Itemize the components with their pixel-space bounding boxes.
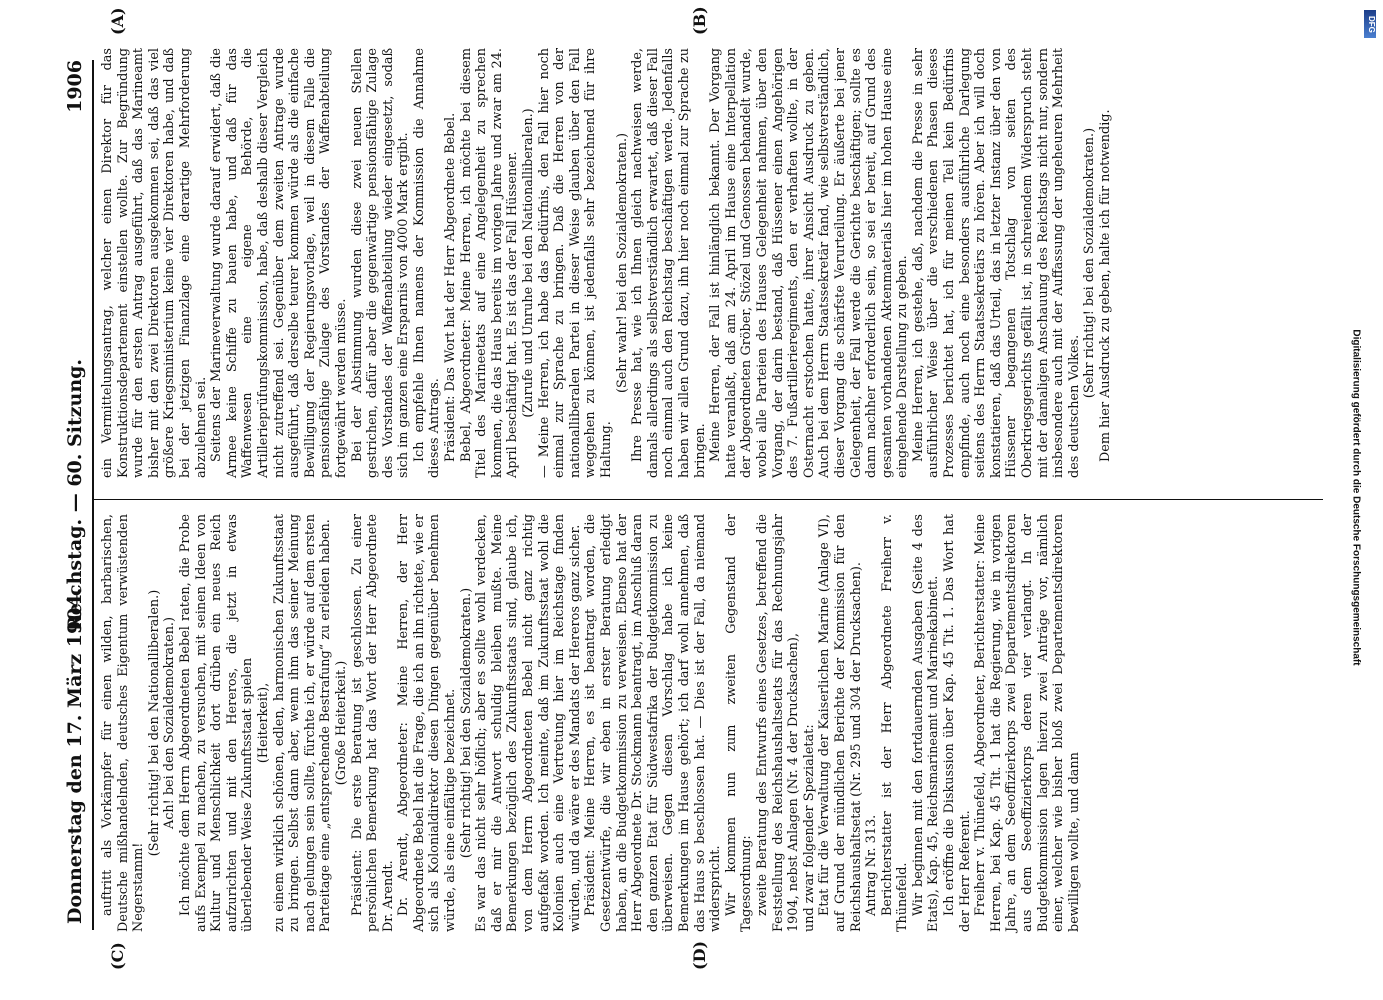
credit-text: Digitalisierung gefördert durch die Deutsche Forschungsgemeinschaft (1350, 329, 1362, 666)
paragraph: Dr. Arendt, Abgeordneter: Meine Herren, der Herr Abgeordnete Bebel hat die Frage, die ich an ihn richtete, wie er sich als Kolonialdirektor diesen Dingen gegenüber benehmen würde, als eine einfältige bezeichnet. (396, 514, 459, 932)
paragraph: Dem hier Ausdruck zu geben, halte ich für notwendig. (1098, 109, 1113, 462)
page-header (58, 60, 94, 930)
paragraph: Berichterstatter ist der Herr Abgeordnete Freiherr v. Thünefeld. (879, 514, 911, 932)
paragraph: Ich eröffne die Diskussion über Kap. 45 Tit. 1. Das Wort hat der Herr Referent. (942, 514, 973, 932)
header-title: Reichstag. — 60. Sitzung. (64, 358, 86, 632)
left-column (100, 514, 1082, 932)
marker-c: (C) (108, 942, 127, 970)
paragraph: — Meine Herren, ich habe das Bedürfnis, den Fall hier noch einmal zur Sprache zu bringen. Daß die Herren von der nationalliberalen Partei in dieser Weise glauben über den Fall weggehen zu können, ist jedenfalls sehr bezeichnend für ihre Haltung. (536, 48, 614, 478)
interjection: (Große Heiterkeit.) (333, 660, 349, 786)
paragraph: Präsident: Die erste Beratung ist geschlossen. Zu einer persönlichen Bemerkung hat das Wort der Herr Abgeordnete Dr. Arendt. (349, 514, 396, 932)
paragraph: zweite Beratung des Entwurfs eines Gesetzes, betreffend die Feststellung des Reichshaushaltsetats für das Rechnungsjahr 1904, nebst Anlagen (Nr. 4 der Drucksachen), (754, 514, 802, 932)
paragraph: Etat für die Verwaltung der Kaiserlichen Marine (Anlage VI), auf Grund der mündlichen Berichte der Kommission für den Reichshaushaltsetat (Nr. 295 und 304 der Drucksachen). (817, 514, 864, 932)
paragraph: Bei der Abstimmung wurden diese zwei neuen Stellen gestrichen, dafür aber die gegenwärtige pensionsfähige Zulage des Vorstandes der Waffenabteilung wieder eingesetzt, sodaß sich im ganzen eine Ersparnis von 4000 Mark ergibt. (349, 48, 412, 478)
paragraph: Präsident: Meine Herren, es ist beantragt worden, die Gesetzentwürfe, die wir eben in erster Beratung erledigt haben, an die Budgetkommission zu verweisen. Ebenso hat der Herr Abgeordnete Dr. Stockmann beantragt, im Anschluß daran den ganzen Etat für Südwestafrika der Budgetkommission zu überweisen. Gegen diesen Vorschlag habe ich keine Bemerkungen im Hause gehört; ich darf wohl annehmen, daß das Haus so beschlossen hat. — Dies ist der Fall, da niemand widerspricht. (583, 514, 724, 932)
interjection: Ach! bei den Sozialdemokraten.) (162, 617, 178, 830)
paragraph: und zwar folgender Spezialetat: (801, 724, 817, 932)
column-divider (92, 499, 1323, 500)
right-column (100, 48, 1114, 478)
paragraph: Meine Herren, ich gestehe, daß, nachdem die Presse in sehr ausführlicher Weise über die verschiedenen Phasen dieses Prozesses berichtet hat, ich für meinen Teil kein Bedürfnis empfinde, auch noch eine besonders ausführliche Darlegung seitens des Herrn Staatssekretärs zu hören. Aber ich will doch konstatieren, daß das Urteil, das in letzter Instanz über den von Hüssener begangenen Totschlag von seiten des Oberkriegsgerichts gefällt ist, in schreiendem Widerspruch steht mit der damaligen Anschauung des Reichstags nicht nur, sondern insbesondere auch mit der Auffassung der ungeheuren Mehrheit des deutschen Volkes. (910, 48, 1082, 478)
dfg-logo: DFG (1364, 10, 1376, 38)
paragraph: ein Vermittelungsantrag, welcher einen Direktor für das Konstruktionsdepartement einstellen wollte. Zur Begründung wurde für den ersten Antrag ausgeführt, daß das Marineamt bisher mit den zwei Direktoren ausgekommen sei, daß das viel größere Kriegsministerium keine vier Direktoren habe, und daß bei der jetzigen Finanzlage eine derartige Mehrforderung abzulehnen sei. (100, 48, 209, 478)
interjection: (Sehr richtig! bei den Sozialdemokraten.) (1082, 127, 1098, 399)
interjection: (Heiterkeit), (255, 682, 271, 764)
marker-d: (D) (690, 940, 709, 970)
marker-b: (B) (690, 6, 709, 35)
paragraph: zu einem wirklich schönen, edlen, harmonischen Zukunftsstaat zu bringen. Selbst dann aber, wenn ihm das seiner Meinung nach gelungen sein sollte, fürchte ich, er würde auf dem ersten Parteitage eine „entsprechende Bestrafung“ zu erleiden haben. (271, 514, 334, 932)
paragraph: auftritt als Vorkämpfer für einen wilden, barbarischen, Deutsche mißhandelnden, deutsches Eigentum verwüstenden Negerstamm! (100, 514, 147, 932)
page-number: 1906 (64, 60, 86, 113)
paragraph: Seitens der Marineverwaltung wurde darauf erwidert, daß die Armee keine Schiffe zu bauen habe, und daß für das Waffenwesen eine eigene Behörde, die Artillerieprüfungskommission, habe, daß deshalb dieser Vergleich nicht zutreffend sei. Gegenüber dem zweiten Antrage wurde ausgeführt, daß derselbe teurer kommen würde als die einfache Bewilligung der Regierungsvorlage, weil in diesem Falle die pensionsfähige Zulage des Vorstandes der Waffenabteilung fortgewährt werden müsse. (209, 48, 349, 478)
paragraph: Es war das nicht sehr höflich; aber es sollte wohl verdecken, daß er mir die Antwort schuldig bleiben mußte. Meine Bemerkungen bezüglich des Zukunftsstaats sind, glaube ich, von dem Herrn Abgeordneten Bebel nicht ganz richtig aufgefaßt worden. Ich meinte, daß im Zukunftsstaat wohl die Kolonien auch eine Vertretung hier im Reichstage finden würden, und da wäre er des Mandats der Hereros ganz sicher. (474, 514, 583, 932)
interjection: (Sehr wahr! bei den Sozialdemokraten.) (614, 132, 630, 394)
paragraph: Bebel, Abgeordneter: Meine Herren, ich möchte bei diesem Titel des Marineetats auf eine Angelegenheit zu sprechen kommen, die das Haus bereits im vorigen Jahre und zwar am 24. April beschäftigt hat. Es ist das der Fall Hüssener. (458, 48, 521, 478)
header-date: Donnerstag den 17. März 1904. (64, 587, 86, 924)
paragraph: Meine Herren, der Fall ist hinlänglich bekannt. Der Vorgang hatte veranlaßt, daß am 24. April im Hause eine Interpellation der Abgeordneten Gröber, Stözel und Genossen behandelt wurde, wobei alle Parteien des Hauses Gelegenheit nahmen, über den Vorgang, der darin bestand, daß Hüssener einen Angehörigen des 7. Fußartillerieregiments, den er verhaften wollte, in der Osternacht erstochen hatte, ihrer Ansicht Ausdruck zu geben. Auch bei dem Herrn Staatssekretär fand, wie selbstverständlich, dieser Vorgang die schärfste Verurteilung. Er äußerte bei jener Gelegenheit, der Fall werde die Gerichte beschäftigen; sollte es dann nachher erforderlich sein, so sei er bereit, auf Grund des gesamten vorhandenen Aktenmaterials hier im hohen Hause eine eingehende Darstellung zu geben. (708, 48, 911, 478)
paragraph: Freiherr v. Thünefeld, Abgeordneter, Berichterstatter: Meine Herren, bei Kap. 45 Tit. 1 hat die Regierung, wie in vorigen Jahre, an dem Seeoffizierkorps zwei Departementsdirektoren aus dem Seeoffizierkorps deren vier verlangt. In der Budgetkommission lagen hierzu zwei Anträge vor, nämlich einer, welcher wie bisher bloß zwei Departementsdirektoren bewilligen wollte, und dann (973, 514, 1082, 932)
interjection: (Sehr richtig! bei den Sozialdemokraten.) (458, 587, 474, 859)
marker-a: (A) (108, 7, 127, 35)
paragraph: Präsident: Das Wort hat der Herr Abgeordnete Bebel. (443, 112, 459, 462)
paragraph: Antrag Nr. 313. (864, 814, 880, 916)
digitization-credit (1350, 12, 1376, 988)
paragraph: Ich empfehle Ihnen namens der Kommission die Annahme dieses Antrags. (411, 48, 443, 478)
paragraph: Ihre Presse hat, wie ich Ihnen gleich nachweisen werde, damals allerdings als selbstverständlich erwartet, daß dieser Fall noch einmal auch den Reichstag beschäftigen werde. Jedenfalls haben wir allen Grund dazu, ihn hier noch einmal zur Sprache zu bringen. (630, 48, 708, 478)
paragraph: Wir kommen nun zum zweiten Gegenstand der Tagesordnung: (723, 514, 755, 932)
paragraph: Ich möchte dem Herrn Abgeordneten Bebel raten, die Probe aufs Exempel zu machen, zu versuchen, mit seinen Ideen von Kultur und Menschlichkeit dort drüben ein neues Reich aufzurichten und mit den Hereros, die jetzt in etwas überlebender Weise Zukunftsstaat spielen (177, 514, 256, 932)
interjection: (Zurufe und Unruhe bei den Nationalliberalen.) (521, 108, 537, 418)
paragraph: Wir beginnen mit den fortdauernden Ausgaben (Seite 4 des Etats), Kap. 45, Reichsmarineamt und Marinekabinett. (910, 514, 942, 932)
interjection: (Sehr richtig! bei den Nationalliberalen.) (146, 589, 162, 857)
